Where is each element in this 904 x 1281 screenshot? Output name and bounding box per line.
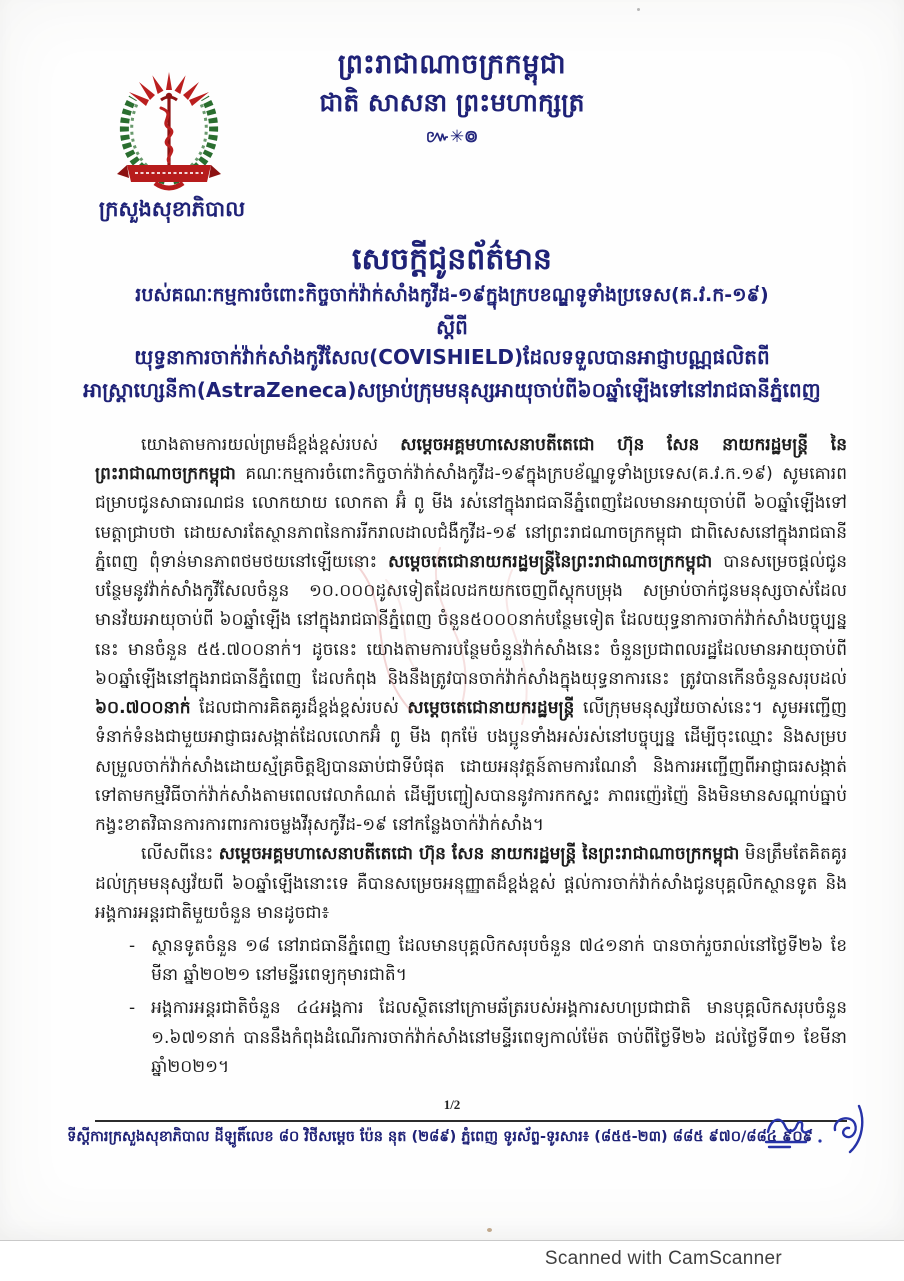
scan-speck: [637, 8, 640, 11]
p2-honorific-bold: សម្តេចអគ្គមហាសេនាបតីតេជោ ហ៊ុន សែន នាយករដ្ឋមន្ត្រី នៃព្រះរាជាណាចក្រកម្ពុជា: [218, 844, 740, 865]
p1-total-figure-bold: ៦០.៧០០នាក់: [95, 698, 191, 719]
regarding-label: ស្តីពី: [436, 315, 468, 339]
list-item: [129, 994, 847, 1082]
kingdom-heading: ព្រះរាជាណាចក្រកម្ពុជា: [337, 49, 567, 80]
national-motto: ជាតិ សាសនា ព្រះមហាក្សត្រ: [319, 88, 585, 117]
bullet-text-organizations: អង្គការអន្តរជាតិចំនួន ៤៤អង្គការ ដែលស្ថិតនៅក្រោមឆ័ត្ររបស់អង្គការសហប្រជាជាតិ មានបុគ្គលិកសរុបចំនួន ១.៦៧១នាក់ បាននឹងកំពុងដំណើរការចាក់វ៉ាក់សាំងនៅមន្ទីរពេទ្យកាល់ម៉ែត ចាប់ពីថ្ងៃទី២៦ ដល់ថ្ងៃទី៣១ ខែមីនា ឆ្នាំ២០២១។: [151, 998, 847, 1077]
p1-honorific-bold: សម្តេចតេជោនាយករដ្ឋមន្ត្រី: [407, 698, 575, 719]
p1-text: លើក្រុមមនុស្សវ័យចាស់នេះ។ សូមអញ្ជើញទំនាក់ទំនងជាមួយអាជ្ញាធរសង្កាត់ដែលលោកអ៊ំ ពូ មីង ពុកម៉ែ បងប្អូនទាំងអស់រស់នៅបច្ចុប្បន្ន ដើម្បីចុះឈ្មោះ និងសម្របសម្រួលចាក់វ៉ាក់សាំងដោយស្ម័គ្រចិត្តឱ្យបានឆាប់ជាទីបំផុត ដោយអនុវត្តន៍តាមការណែនាំ និងការអញ្ជើញពីអាជ្ញាធរសង្កាត់ ទៅតាមកម្មវិធីចាក់វ៉ាក់សាំងតាមពេលវេលាកំណត់ ដើម្បីបញ្ជៀសបាននូវការកកស្ទះ ភាពរញ៉េរញ៉ៃ និងមិនមានសណ្តាប់ធ្នាប់ កង្វះខាតវិធានការការពារការចម្លងវីរុសកូវីដ-១៩ នៅកន្លែងចាក់វ៉ាក់សាំង។: [95, 698, 847, 836]
bullet-dash: -: [129, 998, 136, 1019]
issuing-committee-line: របស់គណៈកម្មការចំពោះកិច្ចចាក់វ៉ាក់សាំងកូវីដ-១៩ក្នុងក្របខណ្ឌទូទាំងប្រទេស(គ.វ.ក-១៩): [135, 284, 769, 306]
scan-speck: [487, 1228, 492, 1232]
footer-rule: [95, 1120, 847, 1122]
bullet-text-embassies: ស្ថានទូតចំនួន ១៨ នៅរាជធានីភ្នំពេញ ដែលមានបុគ្គលិកសរុបចំនួន ៧៤១នាក់ បានចាក់រួចរាល់នៅថ្ងៃទី២៦ ខែមីនា ឆ្នាំ២០២១ នៅមន្ទីរពេទ្យកុមារជាតិ។: [151, 935, 847, 986]
emblem-staff-and-snake: [161, 93, 177, 166]
p2-text: មិនត្រឹមតែគិតគូរដល់ក្រុមមនុស្សវ័យពី ៦០ឆ្នាំឡើងនោះទេ គឺបានសម្រេចអនុញ្ញាតដ៏ខ្ពង់ខ្ពស់ ផ្តល់ការចាក់វ៉ាក់សាំងជូនបុគ្គលិកស្ថានទូត និងអង្គការអន្តរជាតិមួយចំនួន មានដូចជា៖: [95, 844, 847, 923]
camscanner-strip: [0, 1240, 904, 1281]
document-body: [95, 431, 847, 1082]
p1-text: បានសម្រេចផ្តល់ជូនបន្ថែមនូវវ៉ាក់សាំងកូវីសែលចំនួន ១០.០០០ដូសទៀតដែលដកយកចេញពីស្តុកបម្រុង សម្រាប់ចាក់ជូនមនុស្សចាស់ដែលមានវ័យអាយុចាប់ពី ៦០ឆ្នាំឡើង នៅក្នុងរាជធានីភ្នំពេញ ចំនួន៥០០០នាក់បន្ថែមទៀត ដែលយុទ្ធនាការចាក់វ៉ាក់សាំងបច្ចុប្បន្ននេះ មានចំនួន ៥៥.៧០០នាក់។ ដូចនេះ យោងតាមការបន្ថែមចំនួនវ៉ាក់សាំងនេះ ចំនួនប្រជាពលរដ្ឋដែលមានអាយុចាប់ពី ៦០ឆ្នាំឡើងនៅក្នុងរាជធានីភ្នំពេញ ដែលកំពុង និងនឹងត្រូវបានចាក់វ៉ាក់សាំងក្នុងយុទ្ធនាការនេះ ត្រូវបានកើនចំនួនសរុបដល់: [95, 551, 847, 689]
document-title: សេចក្តីជូនព័ត៌មាន: [352, 242, 552, 277]
camscanner-watermark: Scanned with CamScanner: [544, 1248, 782, 1269]
header-ornament: ៚✳៙: [425, 127, 479, 147]
p2-text: លើសពីនេះ: [141, 844, 219, 865]
p1-text: ដែលជាការគិតគូរដ៏ខ្ពង់ខ្ពស់របស់: [190, 698, 408, 719]
subject-line-1: យុទ្ធនាការចាក់វ៉ាក់សាំងកូវីសែល(COVISHIELD)ដែលទទួលបានអាជ្ញាបណ្ណផលិតពី: [134, 345, 770, 369]
handwritten-initials: [756, 1092, 896, 1170]
p1-text: គណៈកម្មការចំពោះកិច្ចចាក់វ៉ាក់សាំងកូវីដ-១៩ក្នុងក្របខ័ណ្ឌទូទាំងប្រទេស(គ.វ.ក.១៩) សូមគោរពជម្រាបជូនសាធារណជន លោកយាយ លោកតា អ៊ំ ពូ មីង រស់នៅក្នុងរាជធានីភ្នំពេញដែលមានអាយុចាប់ពី ៦០ឆ្នាំឡើងទៅ មេត្តាជ្រាបថា ដោយសារតែស្ថានភាពនៃការរីករាលដាលជំងឺកូវីដ-១៩ នៅព្រះរាជណាចក្រកម្ពុជា ជាពិសេសនៅក្នុងរាជធានីភ្នំពេញ ពុំទាន់មានភាពថមថយនៅឡើយនោះ: [95, 464, 847, 572]
paragraph-1: [95, 431, 847, 840]
ministry-of-health-emblem: [103, 70, 235, 198]
page-number: 1/2: [443, 1097, 461, 1112]
subject-line-2: អាស្ត្រាហ្សេនីកា(AstraZeneca)សម្រាប់ក្រុមមនុស្សអាយុចាប់ពី៦០ឆ្នាំឡើងទៅនៅរាជធានីភ្នំពេញ: [83, 378, 821, 402]
bullet-dash: -: [129, 935, 136, 956]
list-item: [129, 932, 847, 990]
paragraph-2: [95, 840, 847, 928]
ministry-name: ក្រសួងសុខាភិបាល: [98, 197, 246, 221]
ministry-address-footer: ទីស្តីការក្រសួងសុខាភិបាល ដីឡូតិ៍លេខ ៨០ វិថីសម្តេច ប៉ែន នុត (២៨៩) ភ្នំពេញ ទូរស័ព្ទ-ទូរសារ៖ (៨៥៥-២៣) ៨៨៥ ៩៧០/៨៨៤ ៩០៩: [67, 1129, 813, 1145]
bullet-list: [129, 932, 847, 1082]
p1-honorific-bold: សម្តេចតេជោនាយករដ្ឋមន្ត្រីនៃព្រះរាជាណាចក្រកម្ពុជា: [388, 551, 713, 572]
p1-text: យោងតាមការយល់ព្រមដ៏ខ្ពង់ខ្ពស់របស់: [141, 435, 401, 455]
p1-honorific-bold: សម្តេចអគ្គមហាសេនាបតីតេជោ ហ៊ុន សែន នាយករដ្ឋមន្ត្រី នៃព្រះរាជាណាចក្រកម្ពុជា: [95, 435, 847, 485]
emblem-banner: [117, 165, 221, 188]
